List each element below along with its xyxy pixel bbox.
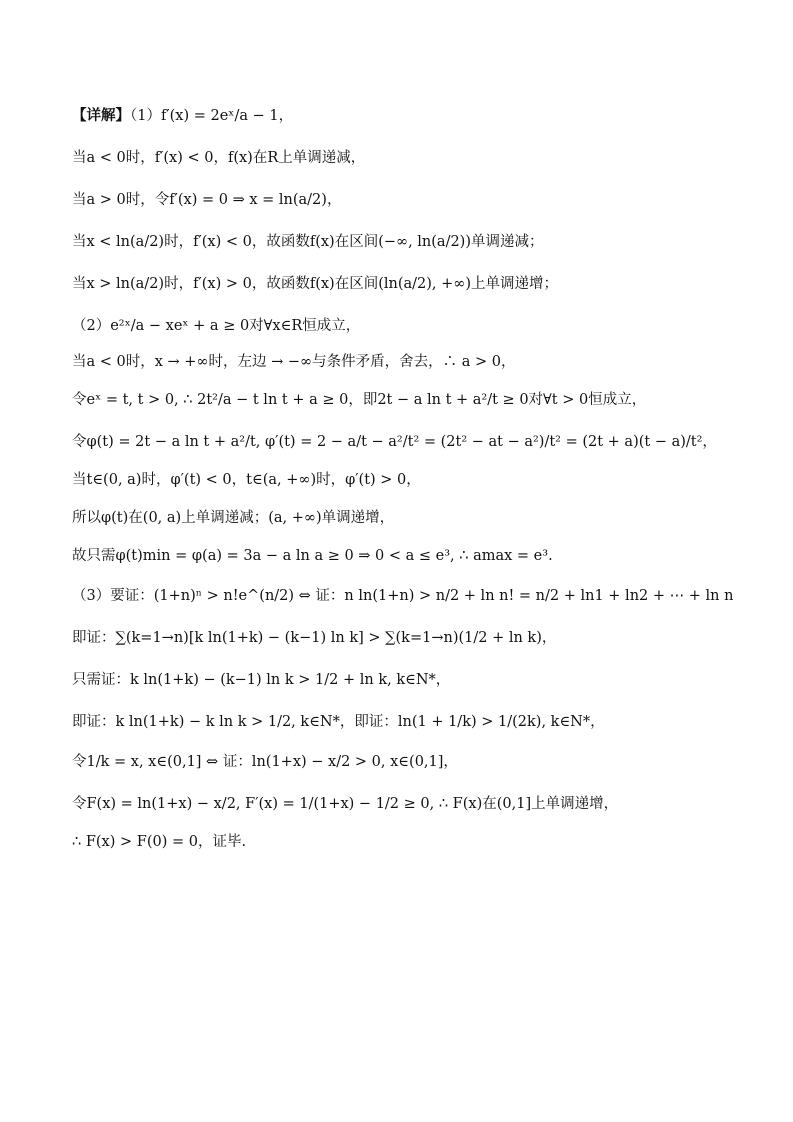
solution-line-1 xyxy=(72,106,762,126)
solution-line-14: 即证：∑(k=1→n)[k ln(1+k) − (k−1) ln k] > ∑(k=1→n)(1/2 + ln k)， xyxy=(72,630,557,646)
solution-line-7: 当a < 0时，x → +∞时，左边 → −∞与条件矛盾，舍去，∴ a > 0， xyxy=(72,354,516,370)
solution-header: 【详解】 xyxy=(72,108,130,124)
solution-line-11: 所以φ(t)在(0, a)上单调递减；(a, +∞)单调递增， xyxy=(72,510,395,526)
solution-line-8: 令eˣ = t, t > 0, ∴ 2t²/a − t ln t + a ≥ 0，即2t − a ln t + a²/t ≥ 0对∀t > 0恒成立， xyxy=(72,392,647,408)
solution-line-19: ∴ F(x) > F(0) = 0，证毕. xyxy=(72,834,247,850)
solution-line-10: 当t∈(0, a)时，φ′(t) < 0，t∈(a, +∞)时，φ′(t) > 0， xyxy=(72,472,421,488)
solution-line-17: 令1/k = x, x∈(0,1] ⇔ 证：ln(1+x) − x/2 > 0, x∈(0,1]， xyxy=(72,754,458,770)
solution-line-16: 即证：k ln(1+k) − k ln k > 1/2, k∈N*，即证：ln(1 + 1/k) > 1/(2k), k∈N*， xyxy=(72,714,605,730)
part1-derivative: （1）f′(x) = 2eˣ/a − 1， xyxy=(130,108,294,124)
solution-line-12: 故只需φ(t)min = φ(a) = 3a − a ln a ≥ 0 ⇒ 0 < a ≤ e³, ∴ amax = e³. xyxy=(72,548,553,564)
solution-line-3: 当a > 0时，令f′(x) = 0 ⇒ x = ln(a/2)， xyxy=(72,192,342,208)
solution-line-13: （3）要证：(1+n)ⁿ > n!e^(n/2) ⇔ 证：n ln(1+n) > n/2 + ln n! = n/2 + ln1 + ln2 + ⋯ + ln n xyxy=(72,588,734,604)
solution-line-15: 只需证：k ln(1+k) − (k−1) ln k > 1/2 + ln k, k∈N*， xyxy=(72,672,451,688)
solution-line-18: 令F(x) = ln(1+x) − x/2, F′(x) = 1/(1+x) − 1/2 ≥ 0, ∴ F(x)在(0,1]上单调递增， xyxy=(72,796,619,812)
solution-line-5: 当x > ln(a/2)时，f′(x) > 0，故函数f(x)在区间(ln(a/2), +∞)上单调递增； xyxy=(72,276,558,292)
solution-line-6: （2）e²ˣ/a − xeˣ + a ≥ 0对∀x∈R恒成立， xyxy=(72,318,361,334)
solution-line-4: 当x < ln(a/2)时，f′(x) < 0，故函数f(x)在区间(−∞, ln(a/2))单调递减； xyxy=(72,234,544,250)
solution-line-9: 令φ(t) = 2t − a ln t + a²/t, φ′(t) = 2 − a/t − a²/t² = (2t² − at − a²)/t² = (2t + a)(t − a)/t²， xyxy=(72,434,717,450)
solution-line-2: 当a < 0时，f′(x) < 0，f(x)在R上单调递减， xyxy=(72,150,366,166)
